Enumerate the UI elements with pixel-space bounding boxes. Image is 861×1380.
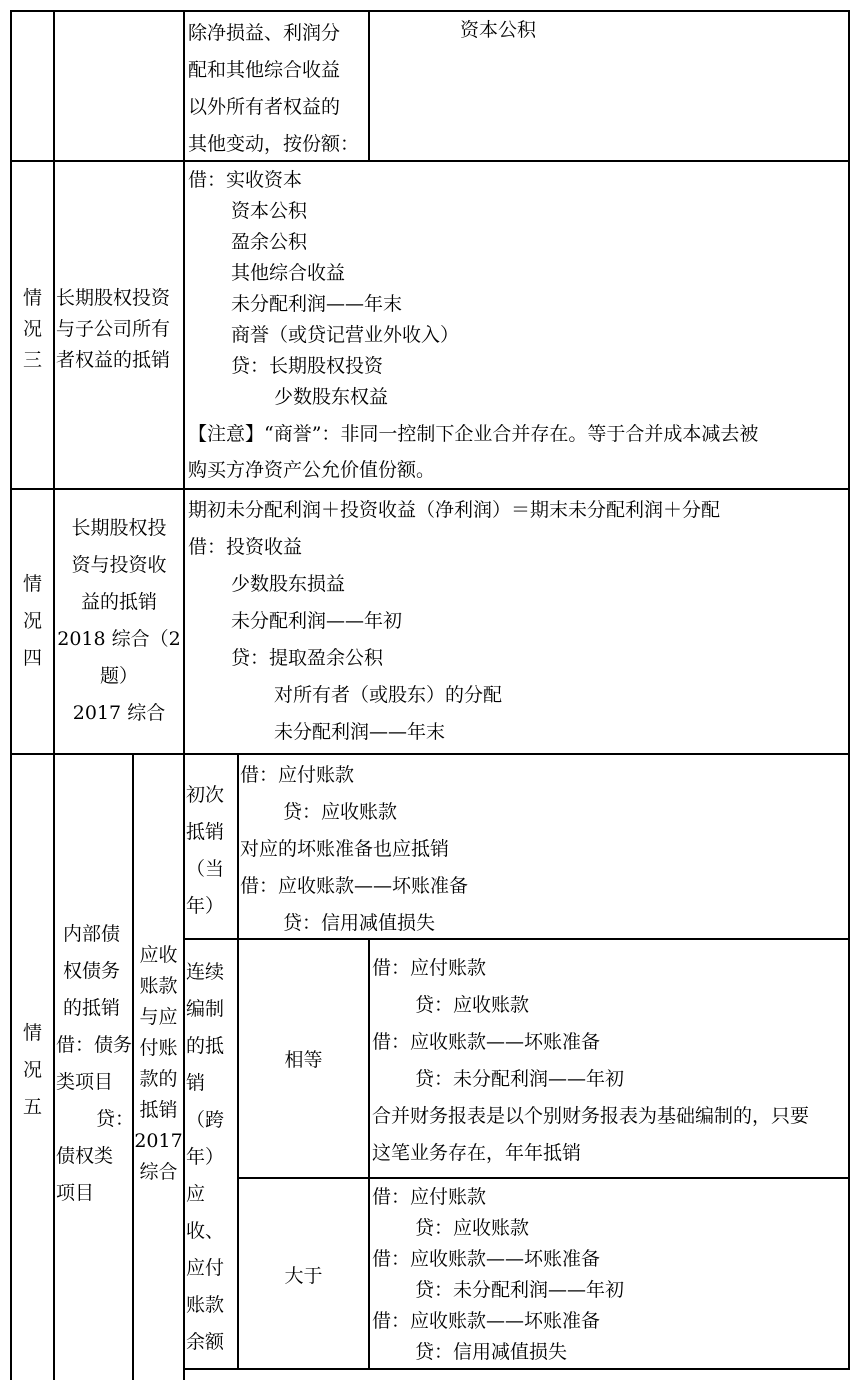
rule-bottom xyxy=(183,1368,850,1370)
title-line: 类项目 xyxy=(56,1071,114,1093)
label-line: 账款 xyxy=(186,1294,225,1316)
title-line: 与子公司所有 xyxy=(56,318,171,340)
entry-line: 借：投资收益 xyxy=(188,536,303,558)
entry-line: 贷：未分配利润——年初 xyxy=(415,1068,625,1090)
entry-line: 借：应收账款——坏账准备 xyxy=(240,875,469,897)
rule-col2 xyxy=(183,10,185,1380)
entry-line: 贷：未分配利润——年初 xyxy=(415,1279,625,1301)
first-elimination-label xyxy=(186,777,224,925)
rule-row3-top xyxy=(10,160,850,162)
entry-line: 未分配利润——年末 xyxy=(231,293,403,315)
entry-line: 未分配利润——年末 xyxy=(274,721,446,743)
entry-line: 借：应收账款——坏账准备 xyxy=(372,1031,601,1053)
note-line: 合并财务报表是以个别财务报表为基础编制的，只要 xyxy=(372,1105,810,1127)
row3-title xyxy=(56,283,170,376)
label-char: 况 xyxy=(22,610,42,632)
entry-line: 其他综合收益 xyxy=(231,262,346,284)
desc-line: 其他变动，按份额： xyxy=(188,133,360,155)
label-char: 情 xyxy=(22,573,42,595)
entry-line: 借：应付账款 xyxy=(372,1186,487,1208)
rule-col-desc xyxy=(368,10,370,160)
title-line: 权债务 xyxy=(63,960,121,982)
label-line: 初次 xyxy=(186,784,225,806)
row4-title xyxy=(55,510,183,732)
title-line: 项目 xyxy=(56,1182,95,1204)
entry-line: 资本公积 xyxy=(231,200,308,222)
title-line: 贷： xyxy=(96,1108,135,1130)
label-line: （跨 xyxy=(186,1109,225,1131)
title-line: 内部债 xyxy=(63,923,121,945)
title-line: 债权类 xyxy=(56,1145,114,1167)
entry-line: 贷：应收账款 xyxy=(283,801,398,823)
other-equity-change-desc xyxy=(188,15,359,163)
entry-line: 贷：长期股权投资 xyxy=(231,355,384,377)
entry-line: 借：应收账款——坏账准备 xyxy=(372,1248,601,1270)
label-char: 三 xyxy=(22,349,42,371)
label-char: 况 xyxy=(22,318,42,340)
rule-left xyxy=(10,10,12,1380)
entry-line: 贷：信用减值损失 xyxy=(283,912,436,934)
rule-row5-top xyxy=(10,753,850,755)
entry-line: 借：应收账款——坏账准备 xyxy=(372,1310,601,1332)
row5-label xyxy=(12,1015,53,1126)
desc-line: 配和其他综合收益 xyxy=(188,59,341,81)
title-line: 2017 综合 xyxy=(72,702,166,724)
label-line: 年） xyxy=(186,895,225,917)
entry-line: 贷：信用减值损失 xyxy=(415,1341,568,1363)
entry-line: 借：应付账款 xyxy=(372,957,487,979)
entry-line: 盈余公积 xyxy=(231,231,308,253)
greater-case-label: 大于 xyxy=(284,1265,323,1287)
title-line: 资与投资收 xyxy=(71,554,167,576)
label-line: 抵销 xyxy=(186,821,225,843)
label-line: 销 xyxy=(186,1072,206,1094)
label-char: 情 xyxy=(22,287,42,309)
sub-title-line: 综合 xyxy=(139,1161,178,1183)
sub-title-line: 应收 xyxy=(139,944,178,966)
equal-case-label: 相等 xyxy=(284,1049,323,1071)
sub-title-line: 抵销 xyxy=(139,1099,178,1121)
entry-line: 对所有者（或股东）的分配 xyxy=(274,684,503,706)
row4-label xyxy=(12,566,53,677)
rule-row4-top xyxy=(10,488,850,490)
rule-right xyxy=(848,10,850,1368)
rule-top xyxy=(10,10,850,12)
equal-case-entries xyxy=(372,950,809,1172)
entry-line: 贷：应收账款 xyxy=(415,994,530,1016)
label-line: 年） xyxy=(186,1146,225,1168)
sub-title-line: 2017 xyxy=(134,1130,183,1152)
row5-sub-title xyxy=(134,940,183,1188)
desc-line: 除净损益、利润分 xyxy=(188,22,341,44)
label-char: 五 xyxy=(22,1096,42,1118)
label-line: 的抵 xyxy=(186,1035,225,1057)
row3-journal-entries xyxy=(188,165,459,413)
title-line: 长期股权投资 xyxy=(56,287,171,309)
rule-equal-bottom xyxy=(237,1177,850,1179)
label-line: 应付 xyxy=(186,1257,225,1279)
entry-line: 贷：应收账款 xyxy=(415,1217,530,1239)
title-line: 益的抵销 xyxy=(80,591,157,613)
first-elimination-entries xyxy=(240,757,468,942)
entry-line: 未分配利润——年初 xyxy=(231,610,403,632)
entry-line: 少数股东损益 xyxy=(231,573,346,595)
entry-line: 商誉（或贷记营业外收入） xyxy=(231,324,460,346)
rule-col-case xyxy=(368,938,370,1368)
title-line: 借：债务 xyxy=(56,1034,133,1056)
label-char: 四 xyxy=(22,647,42,669)
note-line: 【注意】“商誉”：非同一控制下企业合并存在。等于合并成本减去被 xyxy=(188,423,759,445)
entry-line: 借：实收资本 xyxy=(188,169,303,191)
title-line: 2018 综合（2 xyxy=(57,628,181,650)
label-line: 连续 xyxy=(186,961,225,983)
sub-title-line: 账款 xyxy=(139,975,178,997)
label-line: 编制 xyxy=(186,998,225,1020)
row3-label xyxy=(12,283,53,376)
title-line: 的抵销 xyxy=(63,997,121,1019)
formula-line: 期初未分配利润＋投资收益（净利润）＝期末未分配利润＋分配 xyxy=(188,499,721,521)
label-char: 情 xyxy=(22,1022,42,1044)
greater-case-entries xyxy=(372,1182,624,1368)
title-line: 长期股权投 xyxy=(71,517,167,539)
row4-journal-entries xyxy=(188,492,720,751)
label-line: （当 xyxy=(186,858,225,880)
note-line: 购买方净资产公允价值份额。 xyxy=(188,459,436,481)
note-line: 这笔业务存在，年年抵销 xyxy=(372,1142,582,1164)
title-line: 者权益的抵销 xyxy=(56,349,171,371)
continuing-elimination-label xyxy=(186,954,224,1361)
sub-title-line: 款的 xyxy=(139,1068,178,1090)
label-line: 收、 xyxy=(186,1220,225,1242)
entry-line: 贷：提取盈余公积 xyxy=(231,647,384,669)
label-char: 况 xyxy=(22,1059,42,1081)
row5-title xyxy=(56,916,134,1212)
sub-title-line: 付账 xyxy=(139,1037,178,1059)
entry-line: 借：应付账款 xyxy=(240,764,355,786)
desc-line: 以外所有者权益的 xyxy=(188,96,341,118)
title-line: 题） xyxy=(99,665,138,687)
label-line: 应 xyxy=(186,1183,206,1205)
entry-line: 少数股东权益 xyxy=(274,386,389,408)
label-line: 余额 xyxy=(186,1331,225,1353)
entry-line: 对应的坏账准备也应抵销 xyxy=(240,838,450,860)
capital-reserve-entry: 资本公积 xyxy=(460,19,537,41)
row3-note xyxy=(188,416,758,488)
sub-title-line: 与应 xyxy=(139,1006,178,1028)
